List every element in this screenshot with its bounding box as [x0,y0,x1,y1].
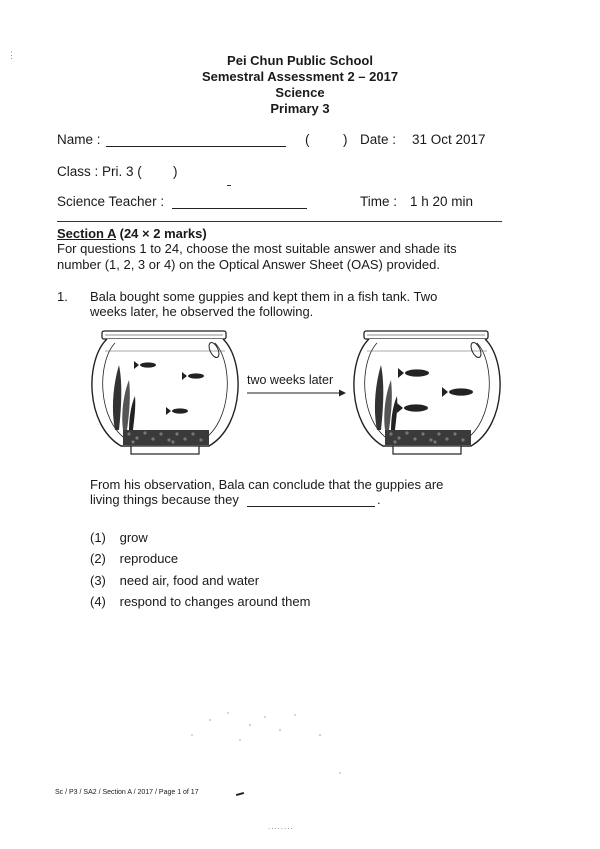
question-number: 1. [57,289,68,304]
instructions-line1: For questions 1 to 24, choose the most suitable answer and shade its [57,241,457,256]
option-1-number: (1) [90,530,106,545]
fish-bowl-after [347,330,507,462]
answer-blank[interactable] [247,506,375,507]
date-value: 31 Oct 2017 [412,132,486,147]
time-value: 1 h 20 min [410,194,474,209]
option-3-text: need air, food and water [119,573,260,588]
option-2-number: (2) [90,551,106,566]
register-paren-close: ) [343,132,348,147]
instructions-line2: number (1, 2, 3 or 4) on the Optical Answer Sheet (OAS) provided. [57,257,440,272]
speck [227,185,231,186]
option-2[interactable] [90,551,178,566]
option-1[interactable] [90,530,148,545]
teacher-field[interactable] [172,208,307,209]
subject-title: Science [275,85,325,100]
exam-title: Semestral Assessment 2 – 2017 [201,69,399,84]
prompt-period: . [377,492,381,507]
option-2-text: reproduce [119,551,179,566]
name-label: Name : [57,132,101,147]
margin-mark: ⋮ [7,50,16,60]
section-title: Section A [57,226,116,241]
option-3-number: (3) [90,573,106,588]
register-paren-open: ( [305,132,310,147]
section-heading [57,226,207,241]
scan-noise [180,705,360,775]
option-4-number: (4) [90,594,106,609]
time-label: Time : [360,194,397,209]
school-name: Pei Chun Public School [227,53,373,68]
class-label: Class : Pri. 3 ( [57,164,142,179]
header-divider [57,221,502,222]
footer-watermark: ........ [268,822,294,831]
option-4-text: respond to changes around them [119,594,311,609]
footer-code: Sc / P3 / SA2 / Section A / 2017 / Page 1 of 17 [55,789,199,796]
date-label: Date : [360,132,397,147]
footer-speck [236,792,244,796]
option-3[interactable] [90,573,259,588]
level-title: Primary 3 [270,101,330,116]
question-prompt-line1: From his observation, Bala can conclude that the guppies are [90,477,444,492]
class-paren-close: ) [173,164,178,179]
arrow-label: two weeks later [247,373,334,387]
fish-bowl-before [85,330,245,462]
arrow-right-icon [247,388,347,398]
option-1-text: grow [119,530,148,545]
question-stem-line1: Bala bought some guppies and kept them in a fish tank. Two [90,289,438,304]
question-stem-line2: weeks later, he observed the following. [90,304,314,319]
name-field[interactable] [106,146,286,147]
teacher-label: Science Teacher : [57,194,165,209]
option-4[interactable] [90,594,310,609]
question-prompt-line2: living things because they [90,492,239,507]
section-marks: (24 × 2 marks) [119,226,207,241]
